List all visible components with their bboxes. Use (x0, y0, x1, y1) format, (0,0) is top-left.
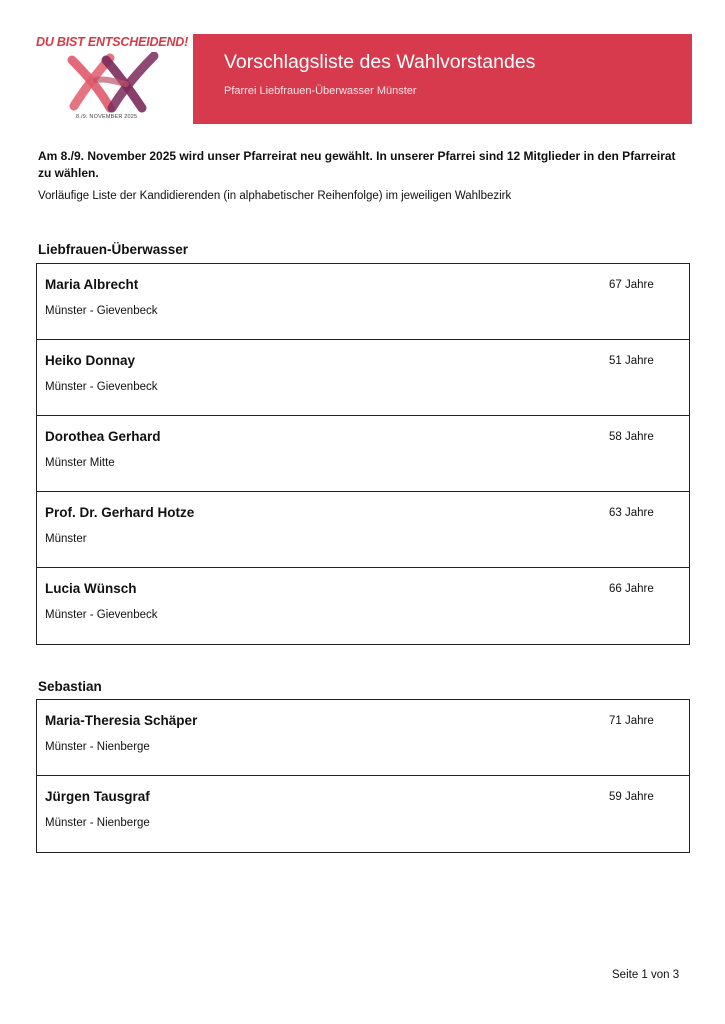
candidate-name: Dorothea Gerhard (45, 429, 161, 444)
candidate-place: Münster - Nienberge (45, 741, 150, 753)
candidate-place: Münster - Gievenbeck (45, 305, 158, 317)
logo-slogan: DU BIST ENTSCHEIDEND! (36, 35, 189, 49)
page-header (36, 34, 692, 124)
candidate-name: Prof. Dr. Gerhard Hotze (45, 505, 195, 520)
candidate-place: Münster Mitte (45, 457, 115, 469)
table-row (37, 416, 689, 492)
candidate-age: 51 Jahre (609, 355, 654, 367)
section-title-sebastian: Sebastian (38, 679, 102, 694)
candidate-table-liebfrauen (36, 263, 690, 645)
page-subtitle: Pfarrei Liebfrauen-Überwasser Münster (224, 85, 417, 97)
candidate-age: 63 Jahre (609, 507, 654, 519)
candidate-place: Münster (45, 533, 87, 545)
intro-bold-text: Am 8./9. November 2025 wird unser Pfarreirat neu gewählt. In unserer Pfarrei sind 12 Mitglieder in den Pfarreirat zu wählen. (38, 149, 676, 180)
table-row (37, 776, 689, 852)
table-row (37, 568, 689, 644)
table-row (37, 492, 689, 568)
candidate-age: 67 Jahre (609, 279, 654, 291)
candidate-name: Maria Albrecht (45, 277, 139, 292)
title-banner (193, 34, 692, 124)
table-row (37, 264, 689, 340)
candidate-place: Münster - Nienberge (45, 817, 150, 829)
candidate-age: 58 Jahre (609, 431, 654, 443)
page-title: Vorschlagsliste des Wahlvorstandes (224, 51, 536, 73)
candidate-place: Münster - Gievenbeck (45, 381, 158, 393)
candidate-name: Jürgen Tausgraf (45, 789, 150, 804)
candidate-age: 71 Jahre (609, 715, 654, 727)
table-row (37, 700, 689, 776)
intro-note: Vorläufige Liste der Kandidierenden (in alphabetischer Reihenfolge) im jeweiligen Wahlbezirk (38, 190, 512, 202)
candidate-age: 59 Jahre (609, 791, 654, 803)
candidate-age: 66 Jahre (609, 583, 654, 595)
candidate-table-sebastian (36, 699, 690, 853)
table-row (37, 340, 689, 416)
crossed-x-marks-icon (66, 52, 160, 114)
candidate-name: Heiko Donnay (45, 353, 136, 368)
intro-text (38, 148, 678, 204)
election-logo (36, 34, 191, 124)
page-number: Seite 1 von 3 (612, 969, 680, 981)
candidate-place: Münster - Gievenbeck (45, 609, 158, 621)
logo-date: 8./9. NOVEMBER 2025 (76, 114, 138, 120)
section-title-liebfrauen: Liebfrauen-Überwasser (38, 242, 189, 257)
candidate-name: Maria-Theresia Schäper (45, 713, 198, 728)
candidate-name: Lucia Wünsch (45, 581, 137, 596)
